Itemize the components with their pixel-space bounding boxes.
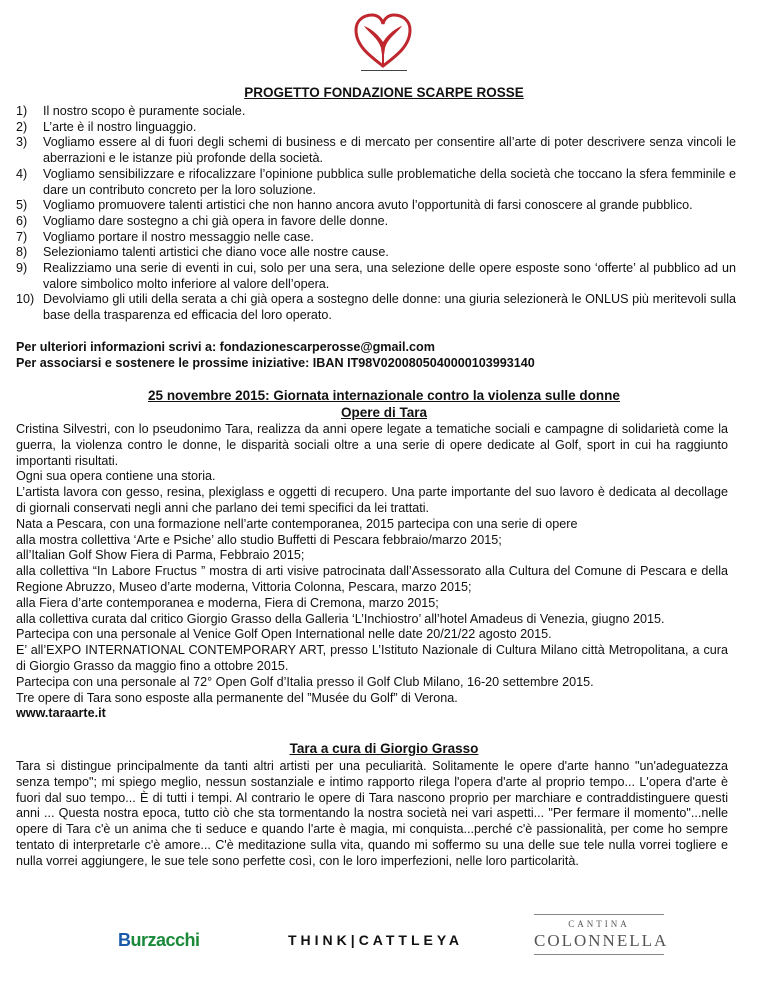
bio-paragraph: E’ all’EXPO INTERNATIONAL CONTEMPORARY ART, presso L’Istituto Nazionale di Cultura Milano città Metropolitana, a cura di Giorgio Grasso da maggio fino a ottobre 2015. — [16, 643, 728, 673]
list-item: 1) Il nostro scopo è puramente sociale. — [16, 104, 246, 118]
critique-paragraph: Tara si distingue principalmente da tanti altri artisti per una peculiarità. Solitamente le opere d'arte hanno "un'adeguatezza senza tempo"; mi spiego meglio, nessun sostanziale e intimo rapporto rilega l'opera d'arte al proprio tempo... L'opera d'arte è fuori dal suo tempo... È di tutti i tempi. Al contrario le opere di Tara nascono proprio per marchiare e contraddistinguere questi anni ... Questa nostra epoca, tutto ciò che sta tormentando la nostra società nei vari aspetti... "Per fermare il momento"...nelle opere di Tara c'è un anima che ti seduce e quando l'arte è magia, mi conquista...perché c'è passionalità, per come ho sempre tentato di interpretarle c'è amore... C'è meditazione sulla vita, quando mi soffermo su una delle sue tele nulla vorrei togliere e nulla vorrei aggiungere, le sue tele sono perfette così, con le loro imperfezioni, nelle loro particolarità. — [16, 759, 728, 868]
critique-title: Tara a cura di Giorgio Grasso — [289, 741, 479, 756]
bio-paragraph: Ogni sua opera contiene una storia. — [16, 469, 216, 484]
bio-paragraph: alla Fiera d’arte contemporanea e moderna, Fiera di Cremona, marzo 2015; — [16, 595, 439, 610]
bio-paragraph: L’artista lavora con gesso, resina, plexiglass e oggetti di recupero. Una parte importante del suo lavoro è dedicata al decollage di giornali conservati negli anni che parlano dei temi specifici da lei trattati. — [16, 485, 728, 515]
list-item: 4) Vogliamo sensibilizzare e rifocalizzare l’opinione pubblica sulle problematiche della società che toccano la sfera femminile e dare un contributo concreto per la loro soluzione. — [16, 166, 736, 197]
bio-paragraph: alla mostra collettiva ‘Arte e Psiche’ allo studio Buffetti di Pescara febbraio/marzo 2015; — [16, 532, 502, 547]
bio-paragraph: alla collettiva “In Labore Fructus ” mostra di arti visive patrocinata dall’Assessorato alla Cultura del Comune di Pescara e della Regione Abruzzo, Museo d’arte moderna, Vittoria Colonna, Pescara, marzo 2015; — [16, 564, 728, 594]
list-item: 3) Vogliamo essere al di fuori degli schemi di business e di mercato per consentire all’arte di poter descrivere senza vincoli le aberrazioni e le istanze più profonde della società. — [16, 135, 736, 166]
sponsor-logos — [0, 912, 768, 972]
iban-line: Per associarsi e sostenere le prossime iniziative: IBAN IT98V0200805040000103993140 — [16, 356, 535, 370]
list-item: 9) Realizziamo una serie di eventi in cui, solo per una sera, una selezione delle opere esposte sono ‘offerte’ al pubblico ad un valore simbolico molto inferiore al valore dell’opera. — [16, 261, 736, 291]
page-title: PROGETTO FONDAZIONE SCARPE ROSSE — [244, 85, 524, 100]
critique-text-block — [16, 759, 728, 870]
think-cattleya-logo: THINK|CATTLEYA — [288, 932, 464, 948]
bio-paragraph: alla collettiva curata dal critico Giorgio Grasso della Galleria ‘L’Inchiostro’ all’hotel Amadeus di Venezia, giugno 2015. — [16, 611, 665, 626]
cantina-colonnella-logo: CANTINA COLONNELLA — [534, 914, 664, 955]
artist-bio — [16, 422, 728, 722]
website-link[interactable]: www.taraarte.it — [16, 706, 106, 721]
contact-email-line: Per ulteriori informazioni scrivi a: fondazionescarperosse@gmail.com — [16, 340, 435, 354]
logo-divider — [361, 70, 407, 71]
red-shoe-heart-logo-icon — [352, 12, 414, 70]
bio-paragraph: Cristina Silvestri, con lo pseudonimo Tara, realizza da anni opere legate a tematiche sociali e campagne di solidarietà come la guerra, la violenza contro le donne, le disparità sociali oltre a una serie di opere dedicate al Golf, sport in cui ha raggiunto importanti risultati. — [16, 422, 728, 468]
list-item: 6) Vogliamo dare sostegno a chi già opera in favore delle donne. — [16, 213, 389, 228]
bio-paragraph: Partecipa con una personale al Venice Golf Open International nelle date 20/21/22 agosto 2015. — [16, 627, 552, 642]
event-subtitle: Opere di Tara — [340, 405, 428, 420]
bio-paragraph: all’Italian Golf Show Fiera di Parma, Febbraio 2015; — [16, 548, 305, 563]
event-title: 25 novembre 2015: Giornata internazionale contro la violenza sulle donne — [148, 388, 620, 403]
list-item: 8) Selezioniamo talenti artistici che diano voce alle nostre cause. — [16, 245, 389, 260]
list-item: 7) Vogliamo portare il nostro messaggio nelle case. — [16, 229, 314, 244]
bio-paragraph: Nata a Pescara, con una formazione nell’arte contemporanea, 2015 partecipa con una serie di opere — [16, 516, 578, 531]
list-item: 10) Devolviamo gli utili della serata a chi già opera a sostegno delle donne: una giuria selezionerà le ONLUS più meritevoli sulla base della trasparenza ed efficacia del loro operato. — [16, 292, 736, 323]
list-item: 2) L’arte è il nostro linguaggio. — [16, 119, 197, 134]
list-item: 5) Vogliamo promuovere talenti artistici che non hanno ancora avuto l’opportunità di farsi conoscere al grande pubblico. — [16, 198, 693, 213]
burzacchi-logo: Burzacchi — [118, 930, 200, 950]
bio-paragraph: Partecipa con una personale al 72° Open Golf d’Italia presso il Golf Club Milano, 16-20 settembre 2015. — [16, 674, 594, 689]
goals-list — [16, 104, 736, 324]
bio-paragraph: Tre opere di Tara sono esposte alla permanente del ”Musée du Golf” di Verona. — [16, 690, 458, 705]
